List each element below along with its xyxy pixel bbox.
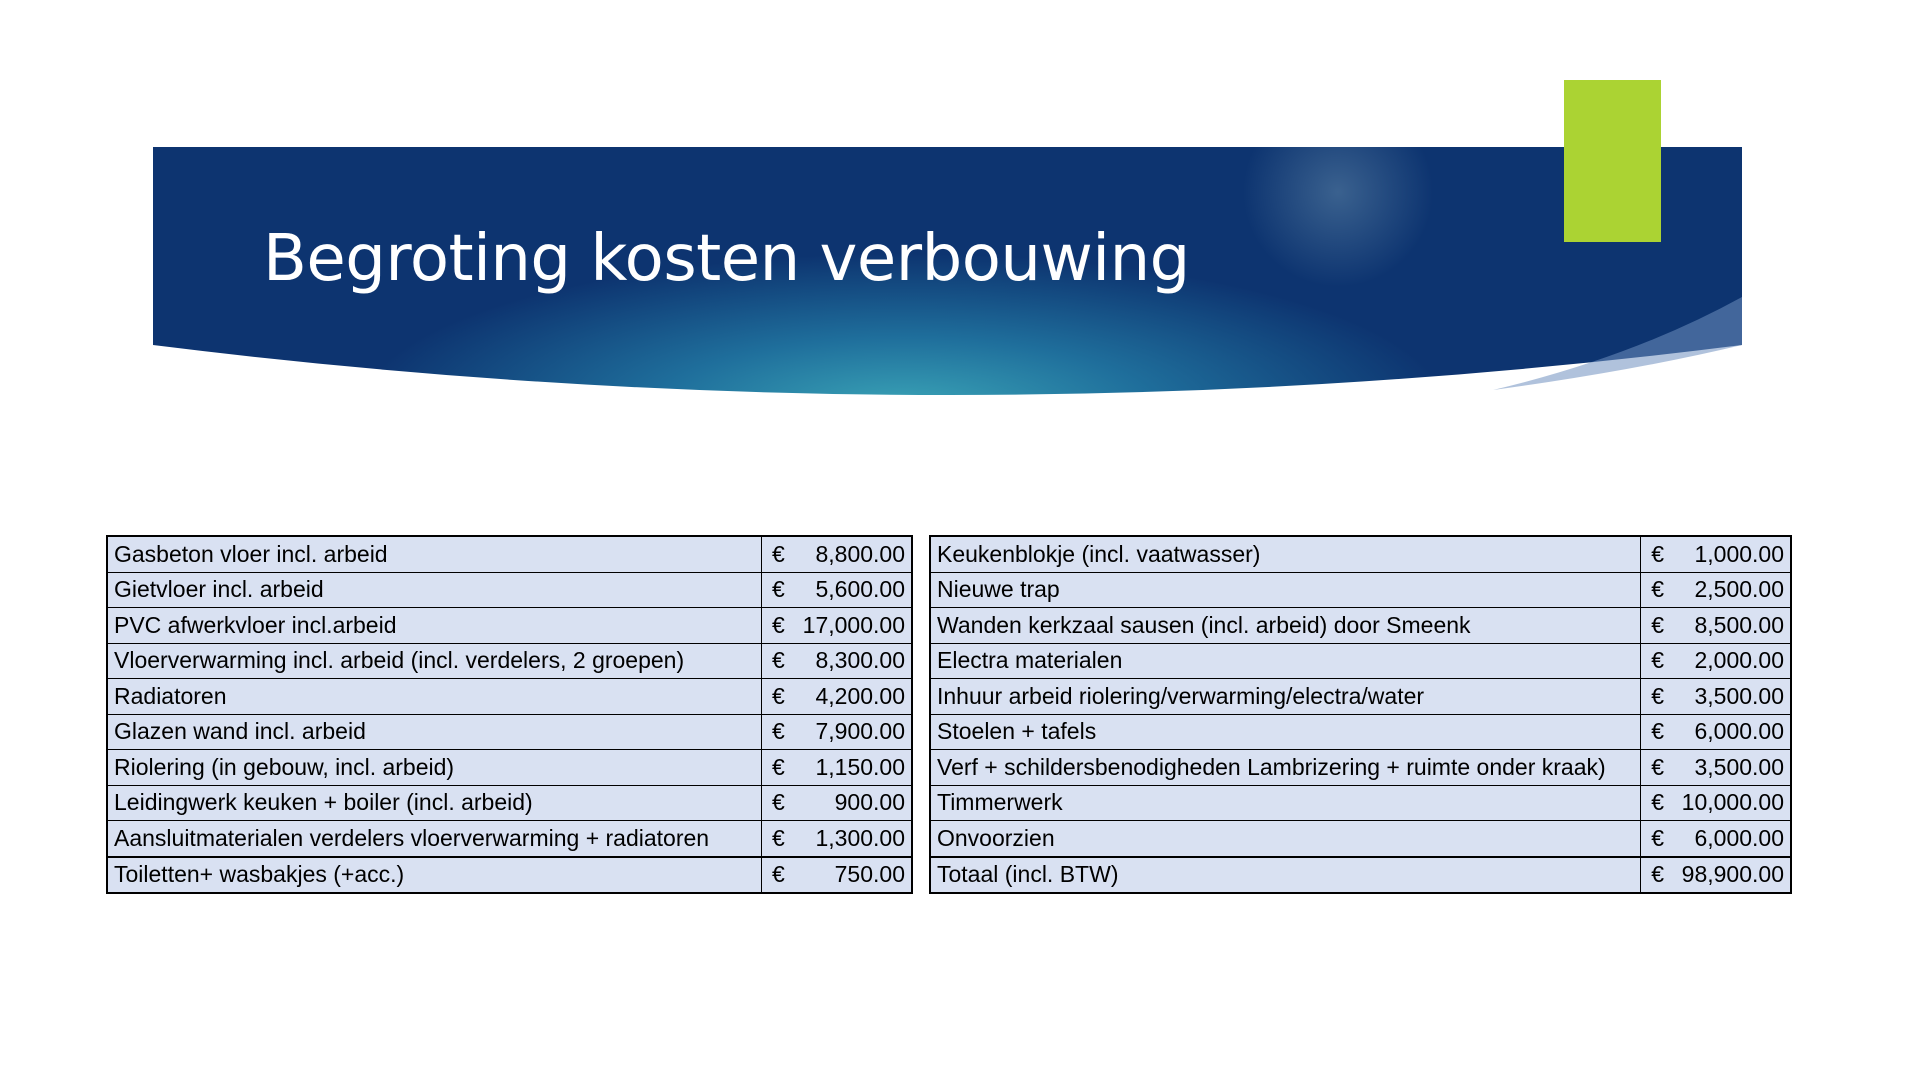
- cost-amount: 1,000.00: [1694, 540, 1784, 567]
- cost-amount-cell: [1641, 679, 1791, 715]
- table-row: [107, 536, 912, 572]
- cost-amount: 750.00: [834, 861, 905, 888]
- cost-description: Gasbeton vloer incl. arbeid: [107, 536, 762, 572]
- cost-amount-cell: [1641, 821, 1791, 857]
- cost-description: Stoelen + tafels: [930, 714, 1641, 750]
- cost-amount-cell: [762, 750, 912, 786]
- currency-symbol: €: [772, 718, 785, 745]
- currency-symbol: €: [1651, 789, 1665, 816]
- table-row: [930, 750, 1791, 786]
- cost-amount-cell: [1641, 572, 1791, 608]
- table-row: [930, 536, 1791, 572]
- cost-amount-cell: [762, 679, 912, 715]
- currency-symbol: €: [772, 861, 785, 888]
- cost-amount-cell: [762, 857, 912, 894]
- cost-amount: 4,200.00: [815, 682, 905, 709]
- currency-symbol: €: [1651, 753, 1665, 780]
- total-row: [930, 857, 1791, 894]
- cost-amount-cell: [762, 643, 912, 679]
- table-row: [930, 643, 1791, 679]
- currency-symbol: €: [1651, 682, 1665, 709]
- cost-amount: 6,000.00: [1694, 824, 1784, 851]
- cost-amount: 8,500.00: [1694, 611, 1784, 638]
- cost-description: Aansluitmaterialen verdelers vloerverwarming + radiatoren: [107, 821, 762, 857]
- cost-description: PVC afwerkvloer incl.arbeid: [107, 608, 762, 644]
- table-row: [107, 572, 912, 608]
- currency-symbol: €: [1651, 576, 1665, 603]
- table-row: [107, 821, 912, 857]
- cost-amount-cell: [762, 572, 912, 608]
- slide-title: Begroting kosten verbouwing: [263, 222, 1190, 296]
- total-label: Totaal (incl. BTW): [930, 857, 1641, 894]
- cost-amount-cell: [762, 714, 912, 750]
- cost-amount-cell: [762, 821, 912, 857]
- cost-table-right: [929, 535, 1792, 894]
- cost-description: Verf + schildersbenodigheden Lambrizering + ruimte onder kraak): [930, 750, 1641, 786]
- currency-symbol: €: [772, 647, 785, 674]
- table-row: [107, 750, 912, 786]
- currency-symbol: €: [1651, 718, 1665, 745]
- currency-symbol: €: [772, 611, 785, 638]
- currency-symbol: €: [1651, 611, 1665, 638]
- cost-amount: 10,000.00: [1681, 789, 1784, 816]
- cost-amount-cell: [1641, 714, 1791, 750]
- table-row: [930, 785, 1791, 821]
- cost-amount: 2,000.00: [1694, 647, 1784, 674]
- cost-description: Electra materialen: [930, 643, 1641, 679]
- table-row: [107, 679, 912, 715]
- total-amount-cell: [1641, 857, 1791, 894]
- cost-amount: 17,000.00: [802, 611, 905, 638]
- cost-amount-cell: [1641, 785, 1791, 821]
- cost-description: Timmerwerk: [930, 785, 1641, 821]
- table-row: [107, 643, 912, 679]
- cost-description: Vloerverwarming incl. arbeid (incl. verdelers, 2 groepen): [107, 643, 762, 679]
- cost-description: Keukenblokje (incl. vaatwasser): [930, 536, 1641, 572]
- cost-amount: 7,900.00: [815, 718, 905, 745]
- table-row: [930, 679, 1791, 715]
- cost-amount: 8,300.00: [815, 647, 905, 674]
- currency-symbol: €: [1651, 824, 1665, 851]
- currency-symbol: €: [772, 824, 785, 851]
- table-row: [930, 608, 1791, 644]
- currency-symbol: €: [1651, 647, 1665, 674]
- cost-amount-cell: [762, 608, 912, 644]
- currency-symbol: €: [1651, 540, 1665, 567]
- cost-amount: 3,500.00: [1694, 682, 1784, 709]
- cost-amount-cell: [762, 785, 912, 821]
- cost-amount: 2,500.00: [1694, 576, 1784, 603]
- cost-amount: 8,800.00: [815, 540, 905, 567]
- cost-description: Gietvloer incl. arbeid: [107, 572, 762, 608]
- table-row: [107, 857, 912, 894]
- table-row: [107, 714, 912, 750]
- table-row: [930, 821, 1791, 857]
- accent-square: [1564, 80, 1661, 242]
- cost-description: Radiatoren: [107, 679, 762, 715]
- currency-symbol: €: [772, 540, 785, 567]
- cost-description: Riolering (in gebouw, incl. arbeid): [107, 750, 762, 786]
- cost-amount: 900.00: [834, 789, 905, 816]
- currency-symbol: €: [772, 753, 785, 780]
- cost-description: Leidingwerk keuken + boiler (incl. arbeid): [107, 785, 762, 821]
- cost-amount: 3,500.00: [1694, 753, 1784, 780]
- cost-amount-cell: [1641, 608, 1791, 644]
- cost-amount: 5,600.00: [815, 576, 905, 603]
- currency-symbol: €: [772, 789, 785, 816]
- table-row: [107, 608, 912, 644]
- cost-amount-cell: [1641, 536, 1791, 572]
- cost-amount-cell: [1641, 750, 1791, 786]
- currency-symbol: €: [772, 576, 785, 603]
- cost-description: Inhuur arbeid riolering/verwarming/electra/water: [930, 679, 1641, 715]
- cost-amount: 1,300.00: [815, 824, 905, 851]
- cost-amount: 1,150.00: [815, 753, 905, 780]
- table-row: [930, 572, 1791, 608]
- cost-description: Wanden kerkzaal sausen (incl. arbeid) door Smeenk: [930, 608, 1641, 644]
- table-row: [930, 714, 1791, 750]
- cost-amount-cell: [762, 536, 912, 572]
- currency-symbol: €: [772, 682, 785, 709]
- table-row: [107, 785, 912, 821]
- cost-description: Nieuwe trap: [930, 572, 1641, 608]
- total-amount: 98,900.00: [1681, 861, 1784, 888]
- cost-description: Toiletten+ wasbakjes (+acc.): [107, 857, 762, 894]
- cost-description: Glazen wand incl. arbeid: [107, 714, 762, 750]
- currency-symbol: €: [1651, 861, 1665, 888]
- cost-amount-cell: [1641, 643, 1791, 679]
- cost-table-left: [106, 535, 913, 894]
- cost-amount: 6,000.00: [1694, 718, 1784, 745]
- cost-description: Onvoorzien: [930, 821, 1641, 857]
